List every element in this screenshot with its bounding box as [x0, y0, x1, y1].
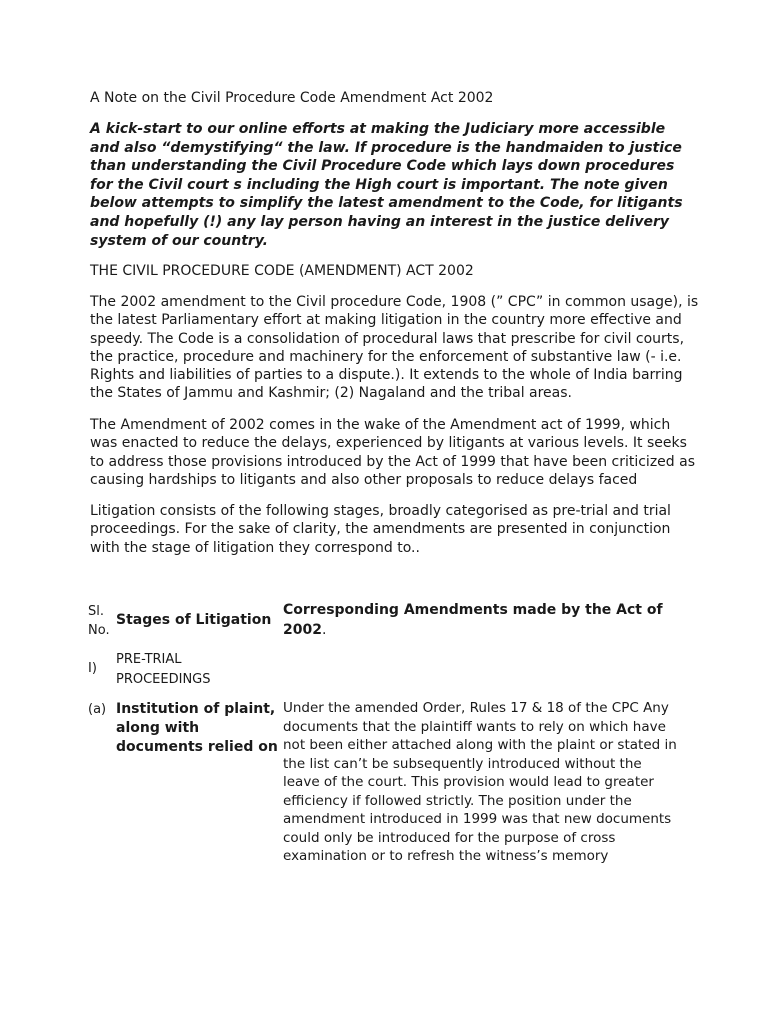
paragraph-line: with the stage of litigation they correspond to..	[90, 539, 420, 556]
paragraph-cpc-overview	[90, 293, 699, 403]
amend-line: documents that the plaintiff wants to rely on which have	[283, 718, 666, 735]
document-title: A Note on the Civil Procedure Code Amendment Act 2002	[90, 90, 494, 106]
row-pretrial-sl: I)	[88, 661, 97, 676]
header-sl-line: Sl.	[88, 604, 104, 619]
paragraph-line: speedy. The Code is a consolidation of procedural laws that prescribe for civil courts,	[90, 330, 685, 347]
stage-line: PROCEEDINGS	[116, 672, 211, 687]
header-sl-line: No.	[88, 623, 110, 638]
amend-line: efficiency if followed strictly. The position under the	[283, 792, 632, 809]
header-amend-period: .	[321, 622, 327, 638]
paragraph-line: the practice, procedure and machinery for the enforcement of substantive law (- i.e.	[90, 348, 682, 365]
intro-line: system of our country.	[90, 232, 268, 249]
paragraph-line: causing hardships to litigants and also other proposals to reduce delays faced	[90, 471, 638, 488]
paragraph-line: the States of Jammu and Kashmir; (2) Nagaland and the tribal areas.	[90, 385, 572, 402]
intro-line: A kick-start to our online efforts at making the Judiciary more accessible	[90, 121, 666, 137]
paragraph-amendment-1999	[90, 416, 695, 489]
amend-line: leave of the court. This provision would lead to greater	[283, 774, 654, 790]
row-a-amendment	[283, 699, 693, 866]
paragraph-line: was enacted to reduce the delays, experienced by litigants at various levels. It seeks	[90, 435, 687, 452]
intro-line: below attempts to simplify the latest amendment to the Code, for litigants	[90, 195, 683, 212]
amend-line: amendment introduced in 1999 was that new documents	[283, 811, 672, 827]
intro-line: and also “demystifying“ the law. If procedure is the handmaiden to justice	[90, 139, 682, 156]
stage-line: along with	[116, 720, 200, 736]
header-amend-year: 2002	[283, 622, 322, 638]
stage-line: PRE-TRIAL	[116, 652, 182, 667]
header-amendments	[283, 600, 693, 640]
paragraph-line: to address those provisions introduced by the Act of 1999 that have been criticized as	[90, 453, 695, 470]
row-a-sl: (a)	[88, 702, 107, 717]
header-amend-line: Corresponding Amendments made by the Act of	[283, 602, 663, 618]
stage-line: Institution of plaint,	[116, 701, 276, 717]
intro-line: and hopefully (!) any lay person having an interest in the justice delivery	[90, 213, 669, 230]
intro-paragraph	[90, 120, 690, 250]
paragraph-line: the latest Parliamentary effort at making litigation in the country more effective and	[90, 312, 682, 329]
amend-line: the list can’t be subsequently introduced without the	[283, 755, 642, 772]
header-stages: Stages of Litigation	[116, 612, 272, 628]
intro-line: than understanding the Civil Procedure Code which lays down procedures	[90, 158, 675, 175]
paragraph-line: Litigation consists of the following stages, broadly categorised as pre-trial and trial	[90, 503, 671, 519]
header-amend-line	[283, 620, 693, 640]
paragraph-line: The 2002 amendment to the Civil procedure Code, 1908 (” CPC” in common usage), is	[90, 294, 699, 310]
paragraph-line: Rights and liabilities of parties to a dispute.). It extends to the whole of India barring	[90, 367, 683, 384]
paragraph-litigation-stages	[90, 502, 690, 557]
row-a-stage	[116, 700, 276, 757]
stage-line: documents relied on	[116, 739, 278, 755]
section-heading: THE CIVIL PROCEDURE CODE (AMENDMENT) ACT 2002	[90, 263, 474, 279]
amend-line: not been either attached along with the plaint or stated in	[283, 737, 677, 753]
amend-line: could only be introduced for the purpose of cross	[283, 829, 616, 846]
paragraph-line: The Amendment of 2002 comes in the wake of the Amendment act of 1999, which	[90, 417, 671, 433]
amend-line: examination or to refresh the witness’s memory	[283, 848, 609, 864]
paragraph-line: proceedings. For the sake of clarity, the amendments are presented in conjunction	[90, 521, 671, 538]
amend-line: Under the amended Order, Rules 17 & 18 of the CPC Any	[283, 700, 669, 716]
header-sl-no	[88, 602, 112, 640]
intro-line: for the Civil court s including the High court is important. The note given	[90, 176, 668, 193]
row-pretrial-stage	[116, 650, 276, 690]
